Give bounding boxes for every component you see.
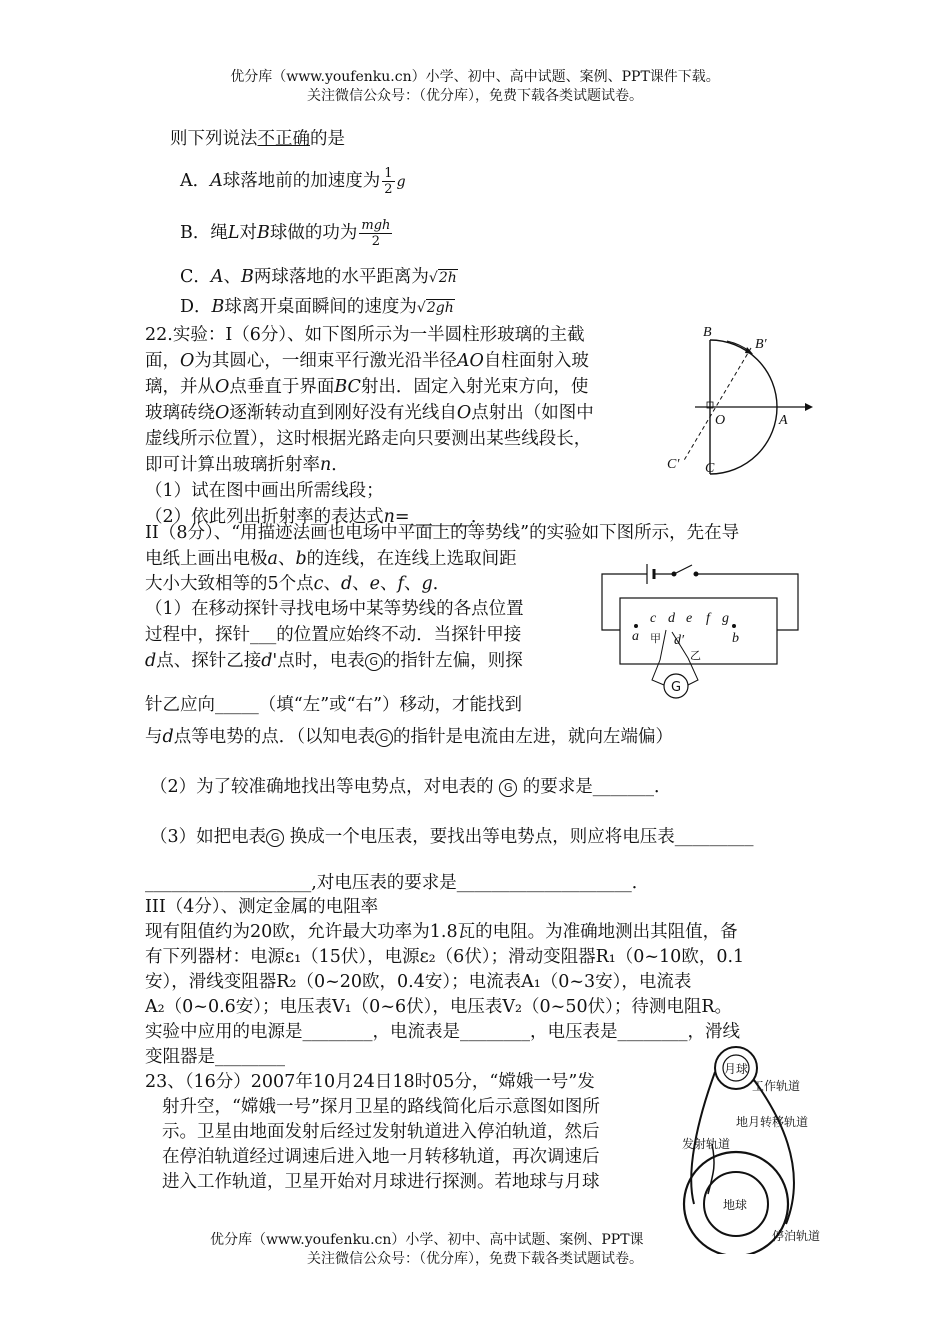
point-c-label: c — [650, 611, 657, 626]
label-o: O — [715, 413, 726, 428]
lunar-orbit-figure — [676, 1044, 836, 1254]
q22-p1-line4: 玻璃砖绕O逐渐转动直到刚好没有光线自O点射出（如图中 — [145, 403, 594, 423]
parking-orbit-label: 停泊轨道 — [772, 1229, 821, 1243]
sqrt-expression: √2gh — [416, 300, 454, 316]
point-g-label: g — [722, 611, 729, 626]
q23-line3: 示。卫星由地面发射后经过发射轨道进入停泊轨道，然后 — [162, 1122, 600, 1142]
q22-p3-line2: 现有阻值约为20欧，允许最大功率为1.8瓦的电阻。为准确地测出其阻值，备 — [145, 922, 738, 942]
q23-line1: 23、（16分）2007年10月24日18时05分，“嫦娥一号”发 — [145, 1072, 595, 1092]
galvanometer-icon: G — [365, 653, 383, 671]
q21-option-c: C．A、B两球落地的水平距离为√2h — [180, 267, 457, 287]
header-line-1: 优分库（www.youfenku.cn）小学、初中、高中试题、案例、PPT课件下载。 — [230, 69, 720, 85]
q22-p2-line2: 电纸上画出电极a、b的连线，在连线上选取间距 — [145, 549, 517, 569]
q22-p3-line5: A₂（0~0.6安）；电压表V₁（0~6伏），电压表V₂（0~50伏）；待测电阻R。 — [145, 997, 733, 1017]
electrode-a-label: a — [632, 629, 639, 644]
moon-label: 月球 — [724, 1062, 749, 1076]
q22-p2-sub1-line1: （1）在移动探针寻找电场中某等势线的各点位置 — [145, 599, 524, 619]
fraction: $\frac{\text{mgh}}{2}$ — [361, 218, 391, 249]
earth-label: 地球 — [723, 1198, 748, 1212]
q23-line5: 进入工作轨道，卫星开始对月球进行探测。若地球与月球 — [162, 1172, 600, 1192]
q22-p1-line2: 面，O为其圆心，一细束平行激光沿半径AO自柱面射入玻 — [145, 351, 589, 371]
footer-line-2: 关注微信公众号：（优分库），免费下载各类试题试卷。 — [307, 1251, 643, 1267]
q21-option-b: B．绳L对B球做的功为 $\frac{\text{mgh}}{2}$ — [180, 218, 391, 249]
q22-p2-sub2: （2）为了较准确地找出等电势点，对电表的 G 的要求是_______． — [150, 777, 672, 797]
q22-p1-line6: 即可计算出玻璃折射率n． — [145, 455, 349, 475]
work-orbit-label: 工作轨道 — [752, 1079, 801, 1093]
q22-p2-sub1-line2: 过程中，探针___的位置应始终不动．当探针甲接 — [145, 625, 522, 645]
q21-option-d: D．B球离开桌面瞬间的速度为√2gh — [180, 297, 454, 317]
q22-p3-line3: 有下列器材：电源ε₁（15伏），电源ε₂（6伏）；滑动变阻器R₁（0~10欧，0.1 — [145, 947, 745, 967]
header-line-2: 关注微信公众号：（优分库），免费下载各类试题试卷。 — [307, 88, 643, 104]
q22-p3-line4: 安），滑线变阻器R₂（0~20欧，0.4安）；电流表A₁（0~3安），电流表 — [145, 972, 692, 992]
arrow-head — [805, 403, 813, 411]
q22-p2-line1: II（8分）、“用描迹法画也电场中平面上的等势线”的实验如下图所示，先在导 — [145, 523, 740, 543]
q22-p1-sub2: （2）依此列出折射率的表达式n=_______． — [145, 507, 489, 527]
galvanometer-icon: G — [266, 829, 284, 847]
point-d-prime-label: d′ — [674, 633, 685, 648]
sqrt-expression: √2h — [428, 270, 457, 286]
q22-p3-line1: III（4分）、测定金属的电阻率 — [145, 897, 379, 917]
q22-p2-sub1-line4: 针乙应向_____（填“左”或“右”）移动，才能找到 — [145, 695, 523, 715]
q22-p1-line1: 22.实验：I（6分）、如下图所示为一半圆柱形玻璃的主截 — [145, 325, 585, 345]
q22-p3-line7: 变阻器是________ — [145, 1047, 285, 1067]
semicircle-glass-figure — [655, 320, 820, 480]
fraction: $\frac{1}{2}$ — [384, 166, 393, 197]
q21-option-a: A．A球落地前的加速度为 $\frac{1}{2}$ g — [180, 166, 406, 197]
q22-p3-line6: 实验中应用的电源是________，电流表是________，电压表是________，滑线 — [145, 1022, 740, 1042]
label-c-prime: C′ — [667, 457, 680, 472]
q22-p2-sub1-line5: 与d点等电势的点．（以知电表 G 的指针是电流由左进，就向左端偏） — [145, 727, 673, 747]
q22-p2-sub1-line3: d点、探针乙接d'点时，电表 G 的指针左偏，则探 — [145, 651, 523, 671]
galvanometer-icon: G — [499, 779, 517, 797]
galvanometer-label: G — [671, 680, 682, 695]
rotated-boundary — [683, 348, 751, 462]
q23-line2: 射升空，“嫦娥一号”探月卫星的路线简化后示意图如图所 — [162, 1097, 600, 1117]
point-d-label: d — [668, 611, 675, 626]
point-e-label: e — [686, 611, 693, 626]
label-b-prime: B′ — [755, 337, 767, 352]
label-b: B — [703, 325, 712, 340]
point-f-label: f — [706, 611, 710, 626]
q22-p1-line3: 璃，并从O点垂直于界面BC射出．固定入射光束方向，使 — [145, 377, 589, 397]
q22-p2-sub3-cont: ___________________,对电压表的要求是____________________． — [145, 873, 650, 893]
probe-jia-label: 甲 — [650, 632, 661, 645]
switch-icon — [674, 565, 692, 574]
galvanometer-icon: G — [375, 729, 393, 747]
electrode-b-label: b — [732, 631, 739, 646]
q22-p2-line3: 大小大致相等的5个点c、d、e、f、g． — [145, 574, 451, 594]
label-c: C — [705, 461, 715, 476]
rotation-arrow — [745, 347, 753, 354]
q22-p2-sub3: （3）如把电表 G 换成一个电压表，要找出等电势点，则应将电压表_________ — [150, 827, 754, 847]
label-a: A — [779, 413, 788, 428]
q22-p1-sub1: （1）试在图中画出所需线段； — [145, 481, 384, 501]
equipotential-circuit-figure — [592, 560, 807, 708]
q22-p1-line5: 虚线所示位置），这时根据光路走向只要测出某些线段长， — [145, 429, 592, 449]
q21-stem: 则下列说法不正确的是 — [170, 129, 345, 149]
q23-line4: 在停泊轨道经过调速后进入地一月转移轨道，再次调速后 — [162, 1147, 600, 1167]
transfer-orbit-label: 地月转移轨道 — [736, 1115, 809, 1129]
probe-yi-label: 乙 — [690, 649, 701, 662]
launch-orbit-label: 发射轨道 — [682, 1137, 731, 1151]
footer-line-1: 优分库（www.youfenku.cn）小学、初中、高中试题、案例、PPT课 — [210, 1232, 644, 1248]
